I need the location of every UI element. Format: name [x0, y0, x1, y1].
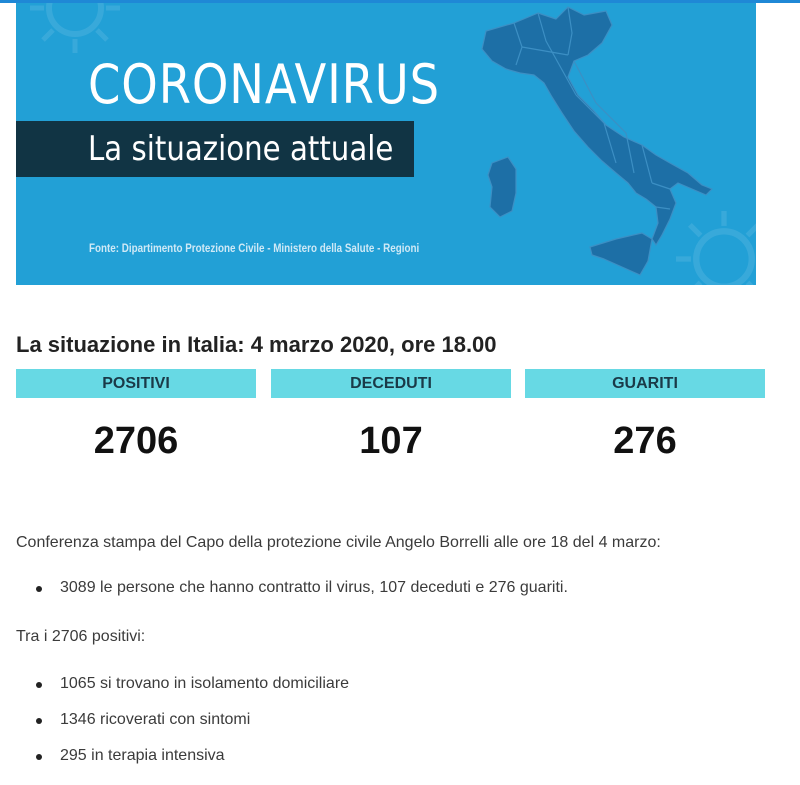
stat-card-guariti: [525, 369, 765, 463]
virus-decoration-icon: [30, 3, 120, 53]
stat-value: 276: [613, 420, 677, 462]
situation-heading: La situazione in Italia: 4 marzo 2020, ore 18.00: [16, 332, 497, 357]
positives-intro: Tra i 2706 positivi:: [16, 628, 146, 645]
press-conference-intro: Conferenza stampa del Capo della protezione civile Angelo Borrelli alle ore 18 del 4 marzo:: [16, 534, 661, 551]
list-item: 295 in terapia intensiva: [16, 747, 349, 765]
italy-map-icon: [456, 3, 756, 285]
stat-value: 2706: [93, 420, 179, 462]
list-item: 1065 si trovano in isolamento domiciliare: [16, 675, 349, 693]
stat-label: POSITIVI: [16, 369, 256, 398]
positives-list: [16, 675, 349, 765]
stat-label: DECEDUTI: [271, 369, 511, 398]
banner-subtitle: La situazione attuale: [88, 129, 394, 169]
stat-label: GUARITI: [525, 369, 765, 398]
banner-source: Fonte: Dipartimento Protezione Civile - Ministero della Salute - Regioni: [89, 241, 420, 255]
banner-title: CORONAVIRUS: [88, 53, 441, 116]
coronavirus-banner: [16, 3, 756, 285]
summary-list: [16, 579, 568, 597]
stat-card-deceduti: [271, 369, 511, 463]
stat-card-positivi: [16, 369, 256, 463]
list-item: 1346 ricoverati con sintomi: [16, 711, 349, 729]
list-item: 3089 le persone che hanno contratto il virus, 107 deceduti e 276 guariti.: [16, 579, 568, 597]
stat-value: 107: [359, 420, 423, 462]
